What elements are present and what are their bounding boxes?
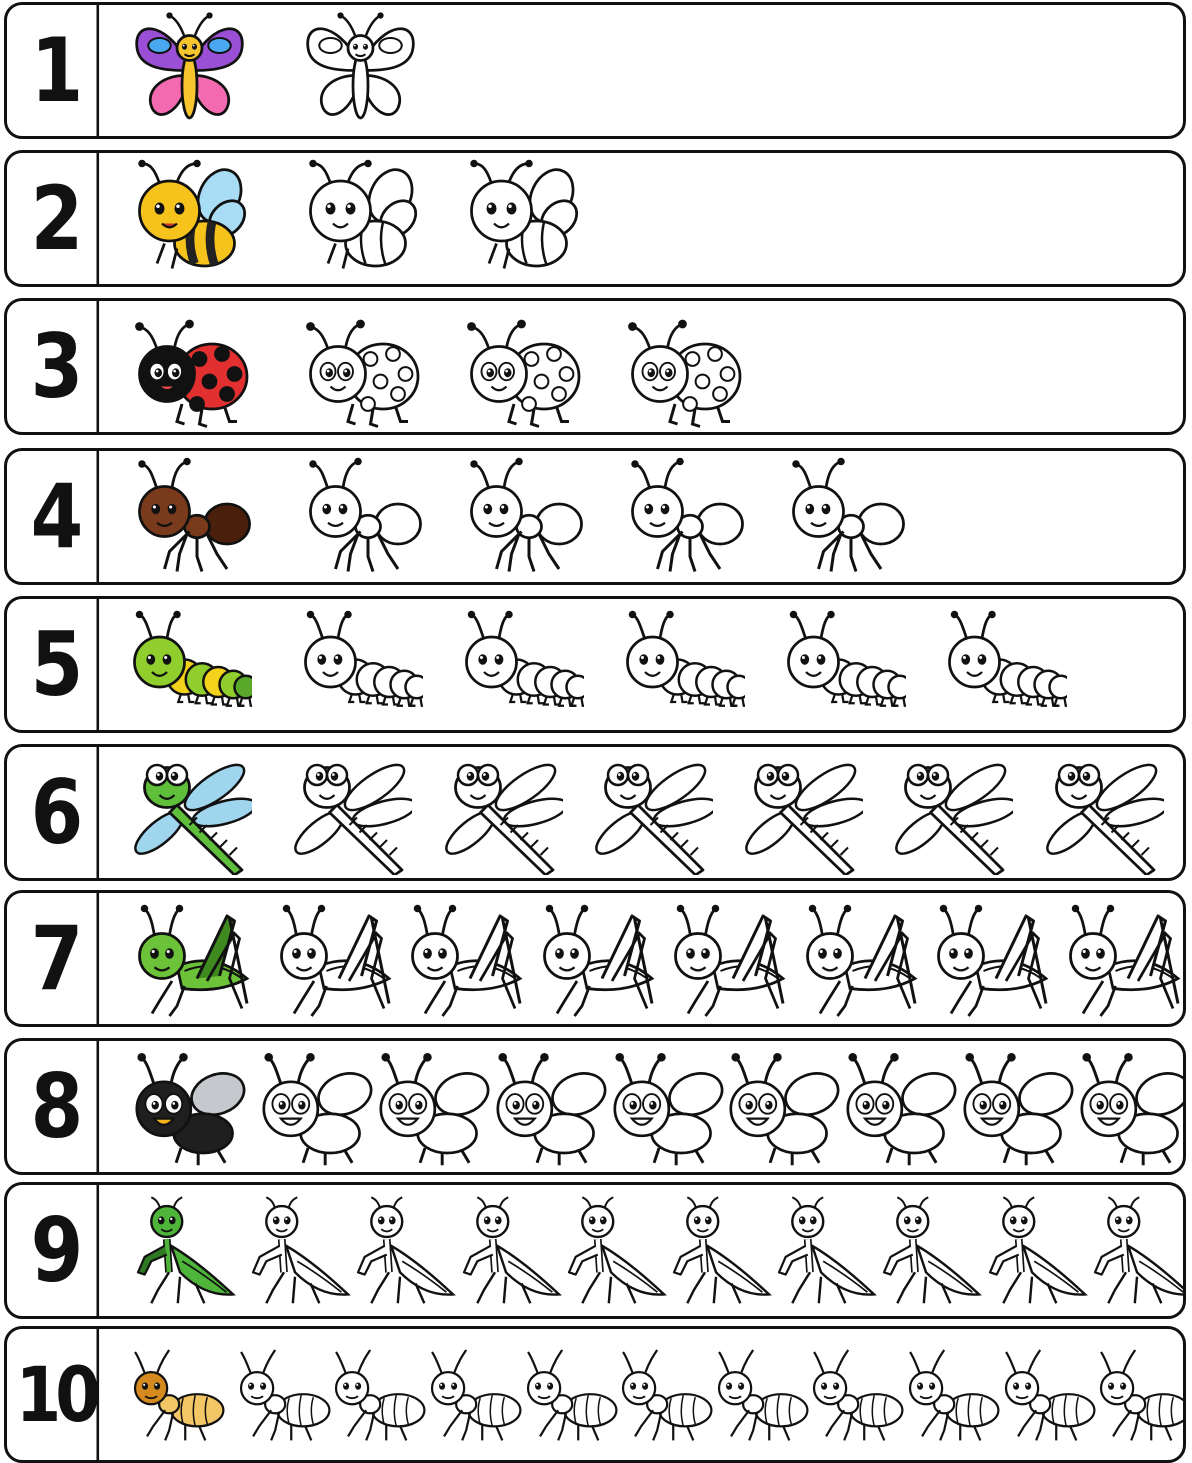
row-number: 8 bbox=[14, 1041, 99, 1172]
row-number: 2 bbox=[14, 153, 99, 284]
row-number: 6 bbox=[14, 747, 99, 878]
row-number: 4 bbox=[14, 451, 99, 582]
mantis-outline-icon bbox=[558, 1195, 668, 1305]
grasshopper-outline-icon bbox=[400, 896, 525, 1021]
termite-outline-icon bbox=[424, 1344, 524, 1444]
fly-outline-icon bbox=[488, 1045, 611, 1168]
row-3 bbox=[4, 298, 1186, 435]
grasshopper-outline-icon bbox=[795, 896, 920, 1021]
row-number: 7 bbox=[14, 893, 99, 1024]
fly-outline-icon bbox=[605, 1045, 728, 1168]
termite-outline-icon bbox=[1093, 1344, 1186, 1444]
row-8 bbox=[4, 1038, 1186, 1175]
dragonfly-outline-icon bbox=[287, 750, 412, 875]
ladybug-outline-icon bbox=[298, 304, 423, 429]
grasshopper-outline-icon bbox=[269, 896, 394, 1021]
dragonfly-outline-icon bbox=[588, 750, 713, 875]
mantis-icon bbox=[127, 1195, 237, 1305]
grasshopper-outline-icon bbox=[663, 896, 788, 1021]
row-number: 10 bbox=[14, 1329, 99, 1460]
mantis-outline-icon bbox=[979, 1195, 1089, 1305]
butterfly-icon bbox=[127, 8, 252, 133]
termite-outline-icon bbox=[520, 1344, 620, 1444]
caterpillar-outline-icon bbox=[620, 602, 745, 727]
termite-icon bbox=[127, 1344, 227, 1444]
dragonfly-outline-icon bbox=[738, 750, 863, 875]
mantis-outline-icon bbox=[453, 1195, 563, 1305]
dragonfly-outline-icon bbox=[888, 750, 1013, 875]
fly-outline-icon bbox=[838, 1045, 961, 1168]
ladybug-icon bbox=[127, 304, 252, 429]
bee-outline-icon bbox=[298, 156, 423, 281]
row-4 bbox=[4, 448, 1186, 585]
termite-outline-icon bbox=[328, 1344, 428, 1444]
mantis-outline-icon bbox=[873, 1195, 983, 1305]
grasshopper-icon bbox=[127, 896, 252, 1021]
row-10 bbox=[4, 1326, 1186, 1463]
row-9 bbox=[4, 1182, 1186, 1319]
row-number: 5 bbox=[14, 599, 99, 730]
mantis-outline-icon bbox=[347, 1195, 457, 1305]
dragonfly-outline-icon bbox=[438, 750, 563, 875]
mantis-outline-icon bbox=[663, 1195, 773, 1305]
bee-icon bbox=[127, 156, 252, 281]
ant-icon bbox=[127, 454, 252, 579]
ant-outline-icon bbox=[620, 454, 745, 579]
ant-outline-icon bbox=[781, 454, 906, 579]
fly-icon bbox=[127, 1045, 250, 1168]
ant-outline-icon bbox=[459, 454, 584, 579]
caterpillar-icon bbox=[127, 602, 252, 727]
row-number: 3 bbox=[14, 301, 99, 432]
fly-outline-icon bbox=[371, 1045, 494, 1168]
ladybug-outline-icon bbox=[459, 304, 584, 429]
termite-outline-icon bbox=[998, 1344, 1098, 1444]
ant-outline-icon bbox=[298, 454, 423, 579]
grasshopper-outline-icon bbox=[926, 896, 1051, 1021]
termite-outline-icon bbox=[902, 1344, 1002, 1444]
bee-outline-icon bbox=[459, 156, 584, 281]
mantis-outline-icon bbox=[768, 1195, 878, 1305]
row-1 bbox=[4, 2, 1186, 139]
termite-outline-icon bbox=[806, 1344, 906, 1444]
grasshopper-outline-icon bbox=[1058, 896, 1183, 1021]
fly-outline-icon bbox=[721, 1045, 844, 1168]
mantis-outline-icon bbox=[242, 1195, 352, 1305]
caterpillar-outline-icon bbox=[781, 602, 906, 727]
row-number: 1 bbox=[14, 5, 99, 136]
termite-outline-icon bbox=[233, 1344, 333, 1444]
caterpillar-outline-icon bbox=[298, 602, 423, 727]
fly-outline-icon bbox=[1072, 1045, 1186, 1168]
caterpillar-outline-icon bbox=[459, 602, 584, 727]
fly-outline-icon bbox=[254, 1045, 377, 1168]
mantis-outline-icon bbox=[1084, 1195, 1186, 1305]
dragonfly-outline-icon bbox=[1039, 750, 1164, 875]
row-5 bbox=[4, 596, 1186, 733]
caterpillar-outline-icon bbox=[942, 602, 1067, 727]
termite-outline-icon bbox=[615, 1344, 715, 1444]
fly-outline-icon bbox=[955, 1045, 1078, 1168]
grasshopper-outline-icon bbox=[532, 896, 657, 1021]
termite-outline-icon bbox=[711, 1344, 811, 1444]
row-6 bbox=[4, 744, 1186, 881]
ladybug-outline-icon bbox=[620, 304, 745, 429]
row-7 bbox=[4, 890, 1186, 1027]
butterfly-outline-icon bbox=[298, 8, 423, 133]
row-number: 9 bbox=[14, 1185, 99, 1316]
dragonfly-icon bbox=[127, 750, 252, 875]
row-2 bbox=[4, 150, 1186, 287]
